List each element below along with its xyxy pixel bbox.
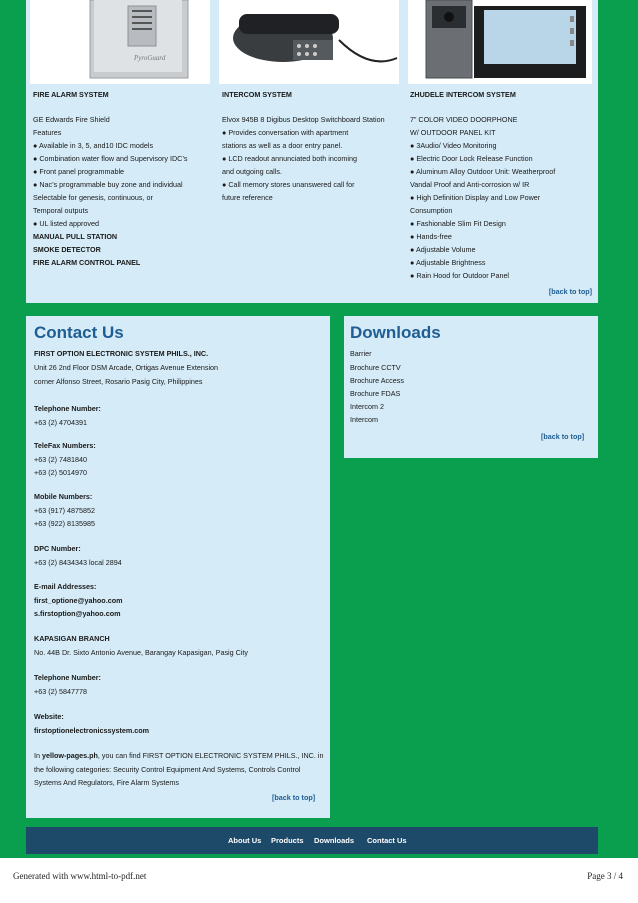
branch-telephone-value: +63 (2) 5847778: [34, 687, 87, 696]
fire-alarm-title: FIRE ALARM SYSTEM: [33, 90, 109, 99]
zhudele-line: W/ OUTDOOR PANEL KIT: [410, 128, 496, 137]
fire-line: Features: [33, 128, 62, 137]
zhudele-line: ● Hands-free: [410, 232, 452, 241]
intercom-line: ● Call memory stores unanswered call for: [222, 180, 355, 189]
mobile-value: +63 (922) 8135985: [34, 519, 95, 528]
zhudele-line: ● High Definition Display and Low Power: [410, 193, 541, 202]
branch-label: KAPASIGAN BRANCH: [34, 634, 110, 643]
intercom-line: ● LCD readout annunciated both incoming: [222, 154, 358, 163]
fire-line: Selectable for genesis, continuous, or: [33, 193, 153, 202]
yp-prefix: In: [34, 751, 42, 760]
website-link[interactable]: firstoptionelectronicssystem.com: [34, 726, 150, 735]
zhudele-line: ● Adjustable Volume: [410, 245, 476, 254]
email-link[interactable]: first_optione@yahoo.com: [34, 596, 123, 605]
fire-line: ● Available in 3, 5, and10 IDC models: [33, 141, 154, 150]
fire-bold-line: MANUAL PULL STATION: [33, 232, 118, 241]
desk-phone-icon: [219, 0, 399, 84]
pdf-generator-note: Generated with www.html-to-pdf.net: [13, 871, 147, 881]
download-link[interactable]: Brochure Access: [350, 376, 404, 385]
intercom-line: and outgoing calls.: [222, 167, 282, 176]
yellow-pages-link[interactable]: yellow-pages.ph: [42, 751, 98, 760]
branch-address: No. 44B Dr. Sixto Antonio Avenue, Barangay Kapasigan, Pasig City: [34, 648, 249, 657]
zhudele-title: ZHUDELE INTERCOM SYSTEM: [410, 90, 516, 99]
nav-about-us[interactable]: About Us: [228, 836, 262, 845]
website-label: Website:: [34, 712, 64, 721]
yellow-pages-categories: the following categories: Security Control Equipment And Systems, Controls Control: [34, 765, 301, 774]
address-line: Unit 26 2nd Floor DSM Arcade, Ortigas Avenue Extension: [34, 363, 219, 372]
intercom-image: [219, 0, 399, 84]
download-link[interactable]: Intercom: [350, 415, 378, 424]
download-link[interactable]: Barrier: [350, 349, 372, 358]
branch-telephone-label: Telephone Number:: [34, 673, 101, 682]
dpc-label: DPC Number:: [34, 544, 81, 553]
zhudele-line: ● Adjustable Brightness: [410, 258, 486, 267]
download-link[interactable]: Intercom 2: [350, 402, 384, 411]
fire-alarm-panel-icon: [30, 0, 210, 84]
intercom-line: stations as well as a door entry panel.: [222, 141, 343, 150]
zhudele-line: ● Rain Hood for Outdoor Panel: [410, 271, 510, 280]
address-line: corner Alfonso Street, Rosario Pasig City, Philippines: [34, 377, 203, 386]
nav-contact-us[interactable]: Contact Us: [367, 836, 407, 845]
intercom-line: future reference: [222, 193, 273, 202]
mobile-value: +63 (917) 4875852: [34, 506, 95, 515]
yellow-pages-line: [34, 749, 323, 763]
fire-line: GE Edwards Fire Shield: [33, 115, 110, 124]
nav-downloads[interactable]: Downloads: [314, 836, 355, 845]
svg-text:PyroGuard: PyroGuard: [134, 54, 166, 62]
mobile-label: Mobile Numbers:: [34, 492, 93, 501]
telefax-value: +63 (2) 5014970: [34, 468, 87, 477]
fire-line: ● Nac’s programmable buy zone and individual: [33, 180, 183, 189]
zhudele-line: Consumption: [410, 206, 453, 215]
email-link[interactable]: s.firstoption@yahoo.com: [34, 609, 121, 618]
zhudele-line: ● Fashionable Slim Fit Design: [410, 219, 506, 228]
intercom-title: INTERCOM SYSTEM: [222, 90, 292, 99]
fire-bold-line: FIRE ALARM CONTROL PANEL: [33, 258, 141, 267]
footer-nav-bar: [26, 827, 598, 854]
telefax-value: +63 (2) 7481840: [34, 455, 87, 464]
video-doorphone-icon: [408, 0, 592, 84]
nav-products[interactable]: Products: [271, 836, 304, 845]
zhudele-line: ● Electric Door Lock Release Function: [410, 154, 533, 163]
dpc-value: +63 (2) 8434343 local 2894: [34, 558, 122, 567]
downloads-back-to-top-link[interactable]: [back to top]: [541, 432, 585, 441]
zhudele-line: 7” COLOR VIDEO DOORPHONE: [410, 115, 518, 124]
contact-back-to-top-link[interactable]: [back to top]: [272, 793, 316, 802]
fire-bold-line: SMOKE DETECTOR: [33, 245, 101, 254]
intercom-line: ● Provides conversation with apartment: [222, 128, 349, 137]
zhudele-line: ● Aluminum Alloy Outdoor Unit: Weatherproof: [410, 167, 556, 176]
fire-line: ● UL listed approved: [33, 219, 100, 228]
contact-heading: Contact Us: [34, 323, 124, 342]
zhudele-line: ● 3Audio/ Video Monitoring: [410, 141, 497, 150]
company-name: FIRST OPTION ELECTRONIC SYSTEM PHILS., INC.: [34, 349, 209, 358]
fire-line: Temporal outputs: [33, 206, 89, 215]
products-back-to-top-link[interactable]: [back to top]: [548, 287, 592, 296]
page-number: Page 3 / 4: [587, 871, 623, 881]
yellow-pages-categories: Systems And Regulators, Fire Alarm Systems: [34, 778, 179, 787]
telephone-label: Telephone Number:: [34, 404, 101, 413]
yp-rest: , you can find FIRST OPTION ELECTRONIC SYSTEM PHILS., INC. in: [97, 751, 324, 760]
fire-alarm-image: [30, 0, 210, 84]
downloads-heading: Downloads: [350, 323, 441, 342]
fire-line: ● Combination water flow and Supervisory IDC’s: [33, 154, 188, 163]
fire-line: ● Front panel programmable: [33, 167, 125, 176]
video-doorphone-image: [408, 0, 592, 84]
intercom-line: Elvox 945B 8 Digibus Desktop Switchboard Station: [222, 115, 385, 124]
download-link[interactable]: Brochure CCTV: [350, 363, 401, 372]
zhudele-line: Vandal Proof and Anti-corrosion w/ IR: [410, 180, 530, 189]
telephone-value: +63 (2) 4704391: [34, 418, 87, 427]
telefax-label: TeleFax Numbers:: [34, 441, 96, 450]
download-link[interactable]: Brochure FDAS: [350, 389, 401, 398]
email-label: E-mail Addresses:: [34, 582, 97, 591]
